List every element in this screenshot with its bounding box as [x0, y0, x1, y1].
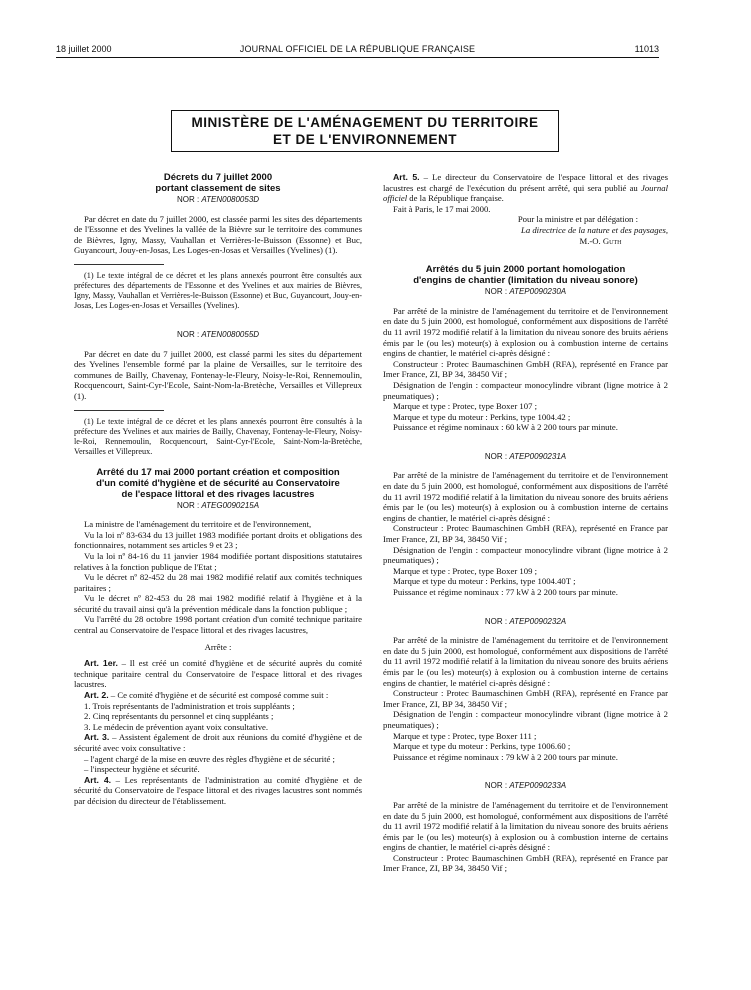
section-title: Arrêtés du 5 juin 2000 portant homologation: [425, 264, 626, 276]
section-title: d'engins de chantier (limitation du niveau sonore): [413, 275, 638, 287]
nor-reference: NOR : ATEP0090230A: [484, 287, 567, 297]
article-paragraph: Art. 4. – Les représentants de l'administration au comité d'hygiène et de sécurité du Conservatoire de l'espace littoral et des rivages lacustres sont nommés par décision du directeur de l'établissement.: [74, 774, 362, 806]
header-date: 18 juillet 2000: [56, 44, 112, 54]
section-title: d'un comité d'hygiène et de sécurité au Conservatoire: [96, 477, 340, 489]
homologation-detail: Marque et type : Protec, type Boxer 107 ;: [393, 401, 538, 412]
header-rule: [56, 57, 659, 58]
nor-reference: NOR : ATEN0080053D: [176, 195, 260, 204]
signature-name: M.-O. Guth: [579, 235, 622, 246]
homologation-detail: Désignation de l'engin : compacteur monocylindre vibrant (ligne motrice à 2 pneumatiques) ;: [383, 709, 668, 730]
signature-delegation: Pour la ministre et par délégation :: [517, 214, 638, 225]
article-paragraph: Art. 2. – Ce comité d'hygiène et de sécurité est composé comme suit :: [84, 690, 329, 701]
homologation-detail: Marque et type du moteur : Perkins, type 1004.42 ;: [393, 411, 571, 422]
homologation-detail: Marque et type du moteur : Perkins, type 1004.40T ;: [393, 576, 576, 587]
homologation-detail: Désignation de l'engin : compacteur monocylindre vibrant (ligne motrice à 2 pneumatiques) ;: [383, 544, 668, 566]
homologation-detail: Désignation de l'engin : compacteur monocylindre vibrant (ligne motrice à 2 pneumatiques) ;: [383, 379, 668, 401]
homologation-detail: Puissance et régime nominaux : 79 kW à 2 200 tours par minute.: [393, 751, 618, 762]
homologation-detail: Constructeur : Protec Baumaschinen GmbH (RFA), représenté en France par Imer France, ZI, BP 34, 38450 Vif ;: [383, 358, 668, 380]
section-title: Arrêté du 17 mai 2000 portant création et composition: [96, 466, 340, 478]
article-paragraph: Art. 5. – Le directeur du Conservatoire de l'espace littoral et des rivages lacustres est chargé de l'exécution du présent arrêté, qui sera publié au Journal officiel de la République française.: [383, 172, 668, 204]
homologation-detail: Constructeur : Protec Baumaschinen GmbH (RFA), représenté en France par Imer France, ZI, BP 34, 38450 Vif ;: [383, 852, 668, 874]
visa-paragraph: Vu le décret nº 82-452 du 28 mai 1982 modifié relatif aux comités techniques paritaires ;: [74, 572, 362, 593]
ministry-line-2: ET DE L'ENVIRONNEMENT: [273, 132, 457, 147]
visa-paragraph: Vu l'arrêté du 28 octobre 1998 portant création d'un comité technique paritaire central au Conservatoire de l'espace littoral et des rivages lacustres,: [74, 614, 362, 636]
homologation-paragraph: Par arrêté de la ministre de l'aménagement du territoire et de l'environnement en date du 5 juin 2000, est homologué, conformément aux dispositions de l'arrêté du 11 avril 1972 modifié relatif à la limitation du niveau sonore des bruits aériens émis par le (ou les) moteur(s) à explosion ou à combustion interne de certains engins de chantier, le matériel ci-après désigné :: [383, 470, 668, 523]
homologation-detail: Constructeur : Protec Baumaschinen GmbH (RFA), représenté en France par Imer France, ZI, BP 34, 38450 Vif ;: [383, 523, 668, 545]
decree-paragraph: Par décret en date du 7 juillet 2000, est classée parmi les sites des départements de l'Essonne et des Yvelines la vallée de la Bièvre sur le territoire des communes de Bièvres, Igny, Massy, Vauhallan et Verrières-le-Buisson (Essonne) et Buc, Guyancourt, Jouy-en-Josas, Les Loges-en-Josas et Versailles (Yvelines) (1).: [74, 213, 362, 256]
list-item: 3. Le médecin de prévention ayant voix consultative.: [84, 721, 269, 732]
visa-paragraph: Vu le décret nº 82-453 du 28 mai 1982 modifié relatif à l'hygiène et à la sécurité du travail ainsi qu'à la prévention médicale dans la fonction publique ;: [74, 593, 362, 614]
section-title: de l'espace littoral et des rivages lacustres: [121, 488, 315, 500]
left-column: [74, 172, 362, 807]
section-title: portant classement de sites: [155, 183, 281, 194]
ministry-box: [171, 110, 559, 152]
header-page-number: 11013: [634, 44, 659, 54]
right-column: [383, 172, 668, 874]
homologation-detail: Marque et type : Protec, type Boxer 109 ;: [393, 565, 538, 576]
list-item: – l'inspecteur hygiène et sécurité.: [84, 764, 200, 775]
homologation-detail: Puissance et régime nominaux : 77 kW à 2 200 tours par minute.: [393, 587, 618, 597]
footnote-separator: [74, 264, 164, 265]
nor-reference: NOR : ATEP0090231A: [484, 451, 567, 461]
nor-reference: NOR : ATEP0090233A: [484, 781, 567, 791]
nor-reference: NOR : ATEN0080055D: [176, 329, 260, 339]
article-paragraph: Art. 1er. – Il est créé un comité d'hygiène et de sécurité auprès du comité technique paritaire central du Conservatoire de l'espace littoral et des rivages lacustres.: [74, 658, 362, 690]
visa-paragraph: La ministre de l'aménagement du territoire et de l'environnement,: [84, 519, 312, 530]
ministry-line-1: MINISTÈRE DE L'AMÉNAGEMENT DU TERRITOIRE: [191, 115, 539, 130]
homologation-detail: Marque et type : Protec, type Boxer 111 ;: [393, 730, 537, 741]
article-paragraph: Art. 3. – Assistent également de droit aux réunions du comité d'hygiène et de sécurité avec voix consultative :: [74, 732, 362, 753]
footnote-separator: [74, 410, 164, 411]
homologation-detail: Puissance et régime nominaux : 60 kW à 2 200 tours par minute.: [393, 422, 618, 433]
section-title: Décrets du 7 juillet 2000: [163, 172, 273, 183]
footnote: (1) Le texte intégral de ce décret et les plans annexés pourront être consultés à la préfecture des Yvelines et aux mairies de Bailly, Chavenay, Fontenay-le-Fleury, Noisy-le-Roi, Rennemoulin, Rocquencourt, Saint-Cyr-l'Ecole, Saint-Nom-la-Bretèche, Versailles et Villepreux.: [74, 416, 362, 456]
header-journal-title: JOURNAL OFFICIEL DE LA RÉPUBLIQUE FRANÇAISE: [239, 44, 476, 54]
visa-paragraph: Vu la loi nº 84-16 du 11 janvier 1984 modifiée portant dispositions statutaires relatives à la fonction publique de l'Etat ;: [74, 550, 362, 572]
homologation-paragraph: Par arrêté de la ministre de l'aménagement du territoire et de l'environnement en date du 5 juin 2000, est homologué, conformément aux dispositions de l'arrêté du 11 avril 1972 modifié relatif à la limitation du niveau sonore des bruits aériens émis par le (ou les) moteur(s) à explosion ou à combustion interne de certains engins de chantier, le matériel ci-après désigné :: [383, 799, 668, 853]
visa-paragraph: Vu la loi nº 83-634 du 13 juillet 1983 modifiée portant droits et obligations des fonctionnaires, notamment ses articles 9 et 23 ;: [74, 529, 362, 551]
list-item: 1. Trois représentants de l'administration et trois suppléants ;: [84, 700, 295, 711]
arrete-heading: Arrête :: [204, 641, 232, 652]
homologation-detail: Constructeur : Protec Baumaschinen GmbH (RFA), représenté en France par Imer France, ZI, BP 34, 38450 Vif ;: [383, 688, 668, 709]
list-item: 2. Cinq représentants du personnel et cinq suppléants ;: [84, 711, 274, 722]
footnote: (1) Le texte intégral de ce décret et les plans annexés pourront être consultés aux préfectures des départements de l'Essonne et des Yvelines et aux mairies de Bièvres, Igny, Massy, Vauhallan et Verrières-le-Buisson (Essonne) et Buc, Guyancourt, Jouy-en-Josas, Les Loges-en-Josas et Versailles (Yvelines).: [74, 270, 362, 310]
signature-title: La directrice de la nature et des paysages,: [520, 224, 668, 235]
decree-paragraph: Par décret en date du 7 juillet 2000, est classé parmi les sites du département des Yvelines l'ensemble formé par la plaine de Versailles, sur le territoire des communes de Bailly, Chavenay, Fontenay-le-Fleury, Noisy-le-Roi, Rennemoulin, Rocquencourt, Saint-Cyr-l'Ecole, Saint-Nom-la-Bretèche, Versailles et Villepreux (1).: [74, 348, 362, 401]
nor-reference: NOR : ATEP0090232A: [484, 616, 567, 626]
date-place: Fait à Paris, le 17 mai 2000.: [393, 203, 491, 214]
page-header: [56, 44, 659, 58]
homologation-paragraph: Par arrêté de la ministre de l'aménagement du territoire et de l'environnement en date du 5 juin 2000, est homologué, conformément aux dispositions de l'arrêté du 11 avril 1972 modifié relatif à la limitation du niveau sonore des bruits aériens émis par le (ou les) moteur(s) à explosion ou à combustion interne de certains engins de chantier, le matériel ci-après désigné :: [383, 305, 668, 359]
nor-reference: NOR : ATEG0090215A: [176, 500, 260, 510]
homologation-paragraph: Par arrêté de la ministre de l'aménagement du territoire et de l'environnement en date du 5 juin 2000, est homologué, conformément aux dispositions de l'arrêté du 11 avril 1972 modifié relatif à la limitation du niveau sonore des bruits aériens émis par le (ou les) moteur(s) à explosion ou à combustion interne de certains engins de chantier, le matériel ci-après désigné :: [383, 635, 668, 688]
homologation-detail: Marque et type du moteur : Perkins, type 1006.60 ;: [393, 741, 571, 752]
list-item: – l'agent chargé de la mise en œuvre des règles d'hygiène et de sécurité ;: [84, 753, 335, 764]
